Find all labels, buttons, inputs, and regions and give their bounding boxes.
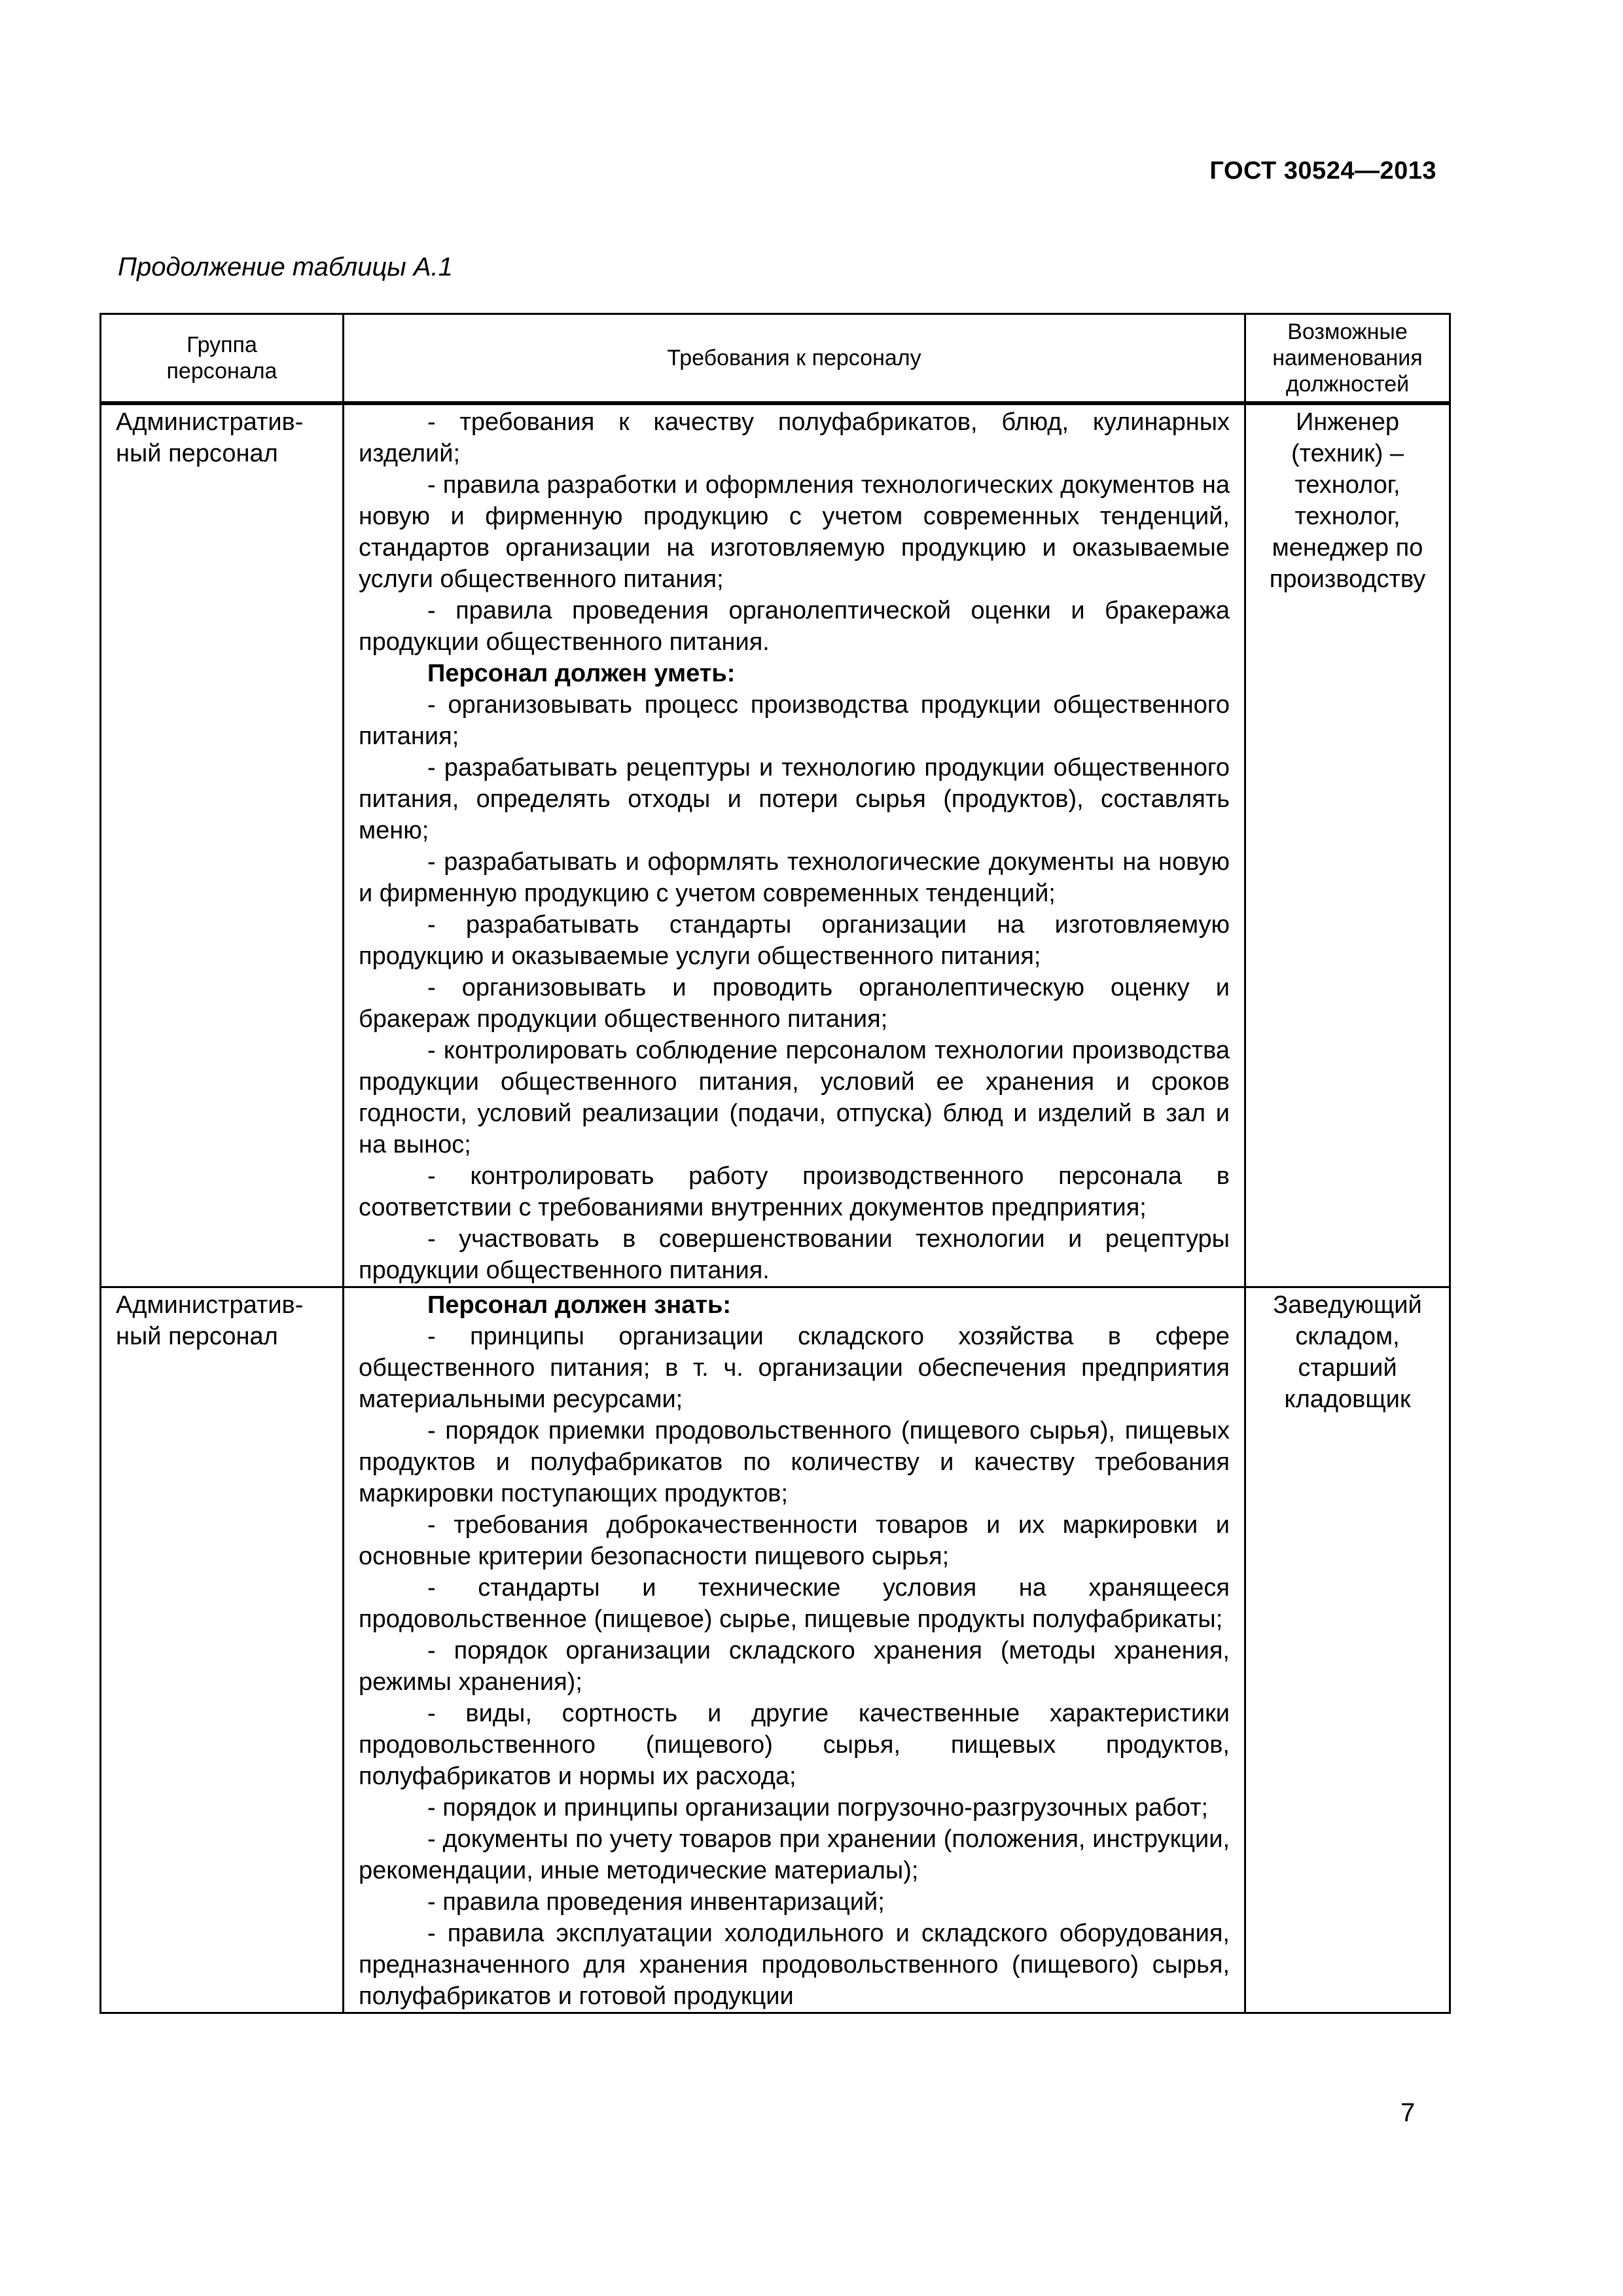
requirement-item: - правила проведения органолептической оценки и бракеража продукции общественного питания. bbox=[359, 597, 1230, 656]
requirement-item: - порядок и принципы организации погрузочно-разгрузочных работ; bbox=[427, 1794, 1209, 1821]
requirements-cell bbox=[344, 403, 1245, 1287]
column-header-group bbox=[101, 314, 344, 404]
requirement-item: - разрабатывать рецептуры и технологию продукции общественного питания, определять отходы и потери сырья (продуктов), составлять меню; bbox=[359, 754, 1230, 844]
requirements-cell bbox=[344, 1287, 1245, 2013]
requirement-item: - разрабатывать стандарты организации на изготовляемую продукцию и оказываемые услуги общественного питания; bbox=[359, 911, 1230, 970]
requirement-item: - контролировать соблюдение персоналом технологии производства продукции общественного питания, условий ее хранения и сроков годности, условий реализации (подачи, отпуска) блюд и изделий в зал и на вынос; bbox=[359, 1037, 1230, 1158]
table-header-row bbox=[101, 314, 1450, 404]
table-row bbox=[101, 403, 1450, 1287]
requirement-item: - контролировать работу производственного персонала в соответствии с требованиями внутренних документов предприятия; bbox=[359, 1162, 1230, 1221]
table-row bbox=[101, 1287, 1450, 2013]
requirement-item: - разрабатывать и оформлять технологические документы на новую и фирменную продукцию с учетом современных тенденций; bbox=[359, 848, 1230, 907]
requirement-item: - организовывать процесс производства продукции общественного питания; bbox=[359, 691, 1230, 750]
positions-cell: Заведующий складом, старший кладовщик bbox=[1245, 1287, 1450, 2013]
page-number: 7 bbox=[1400, 2098, 1416, 2127]
requirements-table bbox=[99, 313, 1451, 2014]
requirement-item: - документы по учету товаров при хранении (положения, инструкции, рекомендации, иные методические материалы); bbox=[359, 1825, 1230, 1884]
table-body bbox=[101, 403, 1450, 2013]
personnel-group-cell: Административ- ный персонал bbox=[101, 1287, 344, 2013]
positions-cell: Инженер (техник) – технолог, технолог, менеджер по производству bbox=[1245, 403, 1450, 1287]
table-caption: Продолжение таблицы А.1 bbox=[118, 253, 453, 281]
column-header-requirements-label: Требования к персоналу bbox=[667, 346, 921, 370]
requirement-item: - правила разработки и оформления технологических документов на новую и фирменную продукцию с учетом современных тенденций, стандартов организации на изготовляемую продукцию и оказываемые услуги общественного питания; bbox=[359, 471, 1230, 593]
requirement-heading: Персонал должен уметь: bbox=[427, 660, 736, 687]
requirement-item: - организовывать и проводить органолептическую оценку и бракераж продукции общественного питания; bbox=[359, 974, 1230, 1033]
requirement-item: - требования к качеству полуфабрикатов, блюд, кулинарных изделий; bbox=[359, 408, 1230, 467]
requirement-item: - требования доброкачественности товаров и их маркировки и основные критерии безопасности пищевого сырья; bbox=[359, 1511, 1230, 1570]
requirement-item: - порядок приемки продовольственного (пищевого сырья), пищевых продуктов и полуфабрикатов по количеству и качеству требования маркировки поступающих продуктов; bbox=[359, 1417, 1230, 1507]
column-header-positions bbox=[1245, 314, 1450, 404]
requirement-item: - правила эксплуатации холодильного и складского оборудования, предназначенного для хранения продовольственного (пищевого) сырья, полуфабрикатов и готовой продукции bbox=[359, 1920, 1230, 2010]
requirement-item: - принципы организации складского хозяйства в сфере общественного питания; в т. ч. организации обеспечения предприятия материальными ресурсами; bbox=[359, 1323, 1230, 1413]
requirement-item: - участвовать в совершенствовании технологии и рецептуры продукции общественного питания. bbox=[359, 1225, 1230, 1284]
column-header-group-label: Группа персонала bbox=[166, 332, 277, 384]
requirement-item: - порядок организации складского хранения (методы хранения, режимы хранения); bbox=[359, 1637, 1230, 1696]
column-header-positions-label: Возможные наименования должностей bbox=[1272, 319, 1423, 397]
requirement-item: - виды, сортность и другие качественные характеристики продовольственного (пищевого) сырья, пищевых продуктов, полуфабрикатов и нормы их расхода; bbox=[359, 1700, 1230, 1790]
requirement-item: - стандарты и технические условия на хранящееся продовольственное (пищевое) сырье, пищевые продукты полуфабрикаты; bbox=[359, 1574, 1230, 1633]
personnel-group-cell: Административ- ный персонал bbox=[101, 403, 344, 1287]
requirement-heading: Персонал должен знать: bbox=[427, 1291, 731, 1319]
document-standard-header: ГОСТ 30524—2013 bbox=[1209, 157, 1436, 185]
column-header-requirements bbox=[344, 314, 1245, 404]
requirement-item: - правила проведения инвентаризаций; bbox=[427, 1888, 885, 1916]
